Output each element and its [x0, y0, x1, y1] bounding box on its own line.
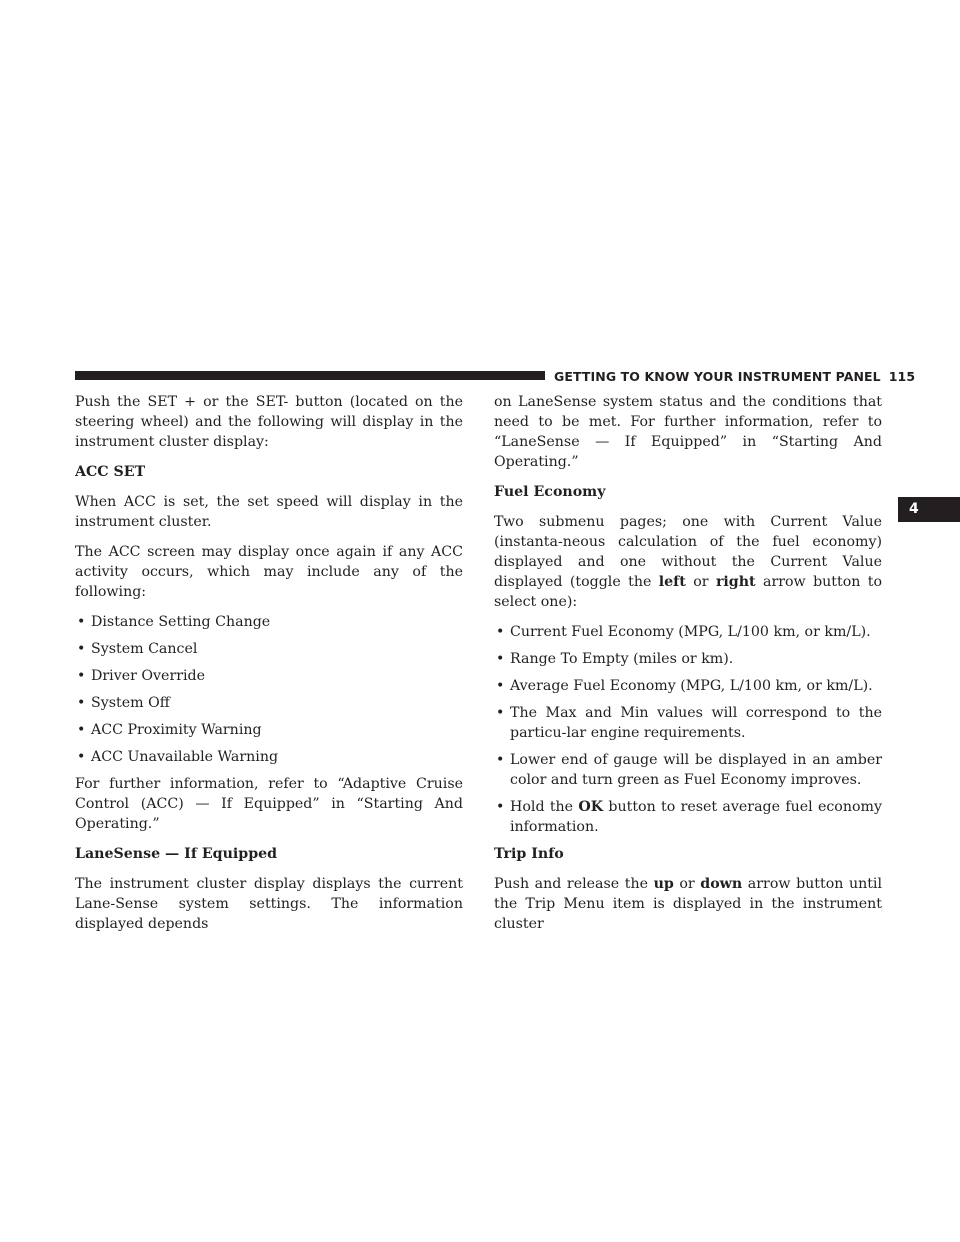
bullet-icon: •: [77, 695, 86, 711]
bullet-icon: •: [496, 799, 505, 815]
intro-paragraph: Push the SET + or the SET- button (located on the steering wheel) and the following will display in the instrument cluster display:: [75, 394, 463, 450]
list-item: • ACC Proximity Warning: [77, 722, 262, 738]
bullet-icon: •: [496, 752, 505, 768]
right-column: [494, 392, 882, 944]
trip-info-heading: Trip Info: [494, 846, 564, 862]
page-number: 115: [888, 369, 916, 384]
list-item: • Range To Empty (miles or km).: [496, 651, 734, 667]
acc-set-paragraph: When ACC is set, the set speed will display in the instrument cluster.: [75, 494, 463, 530]
list-item: • Driver Override: [77, 668, 206, 684]
list-item: • Average Fuel Economy (MPG, L/100 km, or km/L).: [496, 678, 873, 694]
bullet-icon: •: [77, 668, 86, 684]
left-column: [75, 392, 463, 944]
running-head: [554, 369, 916, 385]
bullet-icon: •: [77, 614, 86, 630]
header-rule: [75, 371, 545, 380]
lanesense-heading: LaneSense — If Equipped: [75, 846, 278, 862]
lanesense-paragraph: The instrument cluster display displays the current Lane-Sense system settings. The information displayed depends: [75, 876, 463, 932]
lanesense-continued-paragraph: on LaneSense system status and the conditions that need to be met. For further information, refer to “LaneSense — If Equipped” in “Starting And Operating.”: [494, 394, 882, 470]
list-item: • Current Fuel Economy (MPG, L/100 km, or km/L).: [496, 624, 871, 640]
trip-info-paragraph: Push and release the up or down arrow button until the Trip Menu item is displayed in the instrument cluster: [494, 876, 882, 932]
list-item: • The Max and Min values will correspond to the particu-lar engine requirements.: [496, 705, 882, 741]
acc-screen-paragraph: The ACC screen may display once again if any ACC activity occurs, which may include any of the following:: [75, 544, 463, 600]
bullet-icon: •: [77, 749, 86, 765]
list-item: • Hold the OK button to reset average fuel economy information.: [496, 799, 882, 835]
list-item: • Lower end of gauge will be displayed in an amber color and turn green as Fuel Economy improves.: [496, 752, 882, 788]
chapter-tab: 4: [898, 497, 960, 522]
list-item: • System Off: [77, 695, 170, 711]
list-item: • System Cancel: [77, 641, 198, 657]
acc-items-list: [75, 612, 463, 767]
bullet-icon: •: [496, 678, 505, 694]
list-item: • Distance Setting Change: [77, 614, 271, 630]
bullet-icon: •: [496, 624, 505, 640]
bullet-icon: •: [77, 641, 86, 657]
bullet-icon: •: [496, 651, 505, 667]
fuel-economy-intro: Two submenu pages; one with Current Value (instanta-neous calculation of the fuel economy) displayed and one without the Current Value displayed (toggle the left or right arrow button to select one):: [494, 514, 883, 610]
bullet-icon: •: [77, 722, 86, 738]
acc-reference-paragraph: For further information, refer to “Adaptive Cruise Control (ACC) — If Equipped” in “Starting And Operating.”: [75, 776, 463, 832]
fuel-items-list: [494, 622, 882, 837]
fuel-economy-heading: Fuel Economy: [494, 484, 606, 500]
bullet-icon: •: [496, 705, 505, 721]
section-title: GETTING TO KNOW YOUR INSTRUMENT PANEL: [554, 369, 881, 384]
list-item: • ACC Unavailable Warning: [77, 749, 279, 765]
acc-set-heading: ACC SET: [75, 464, 146, 480]
